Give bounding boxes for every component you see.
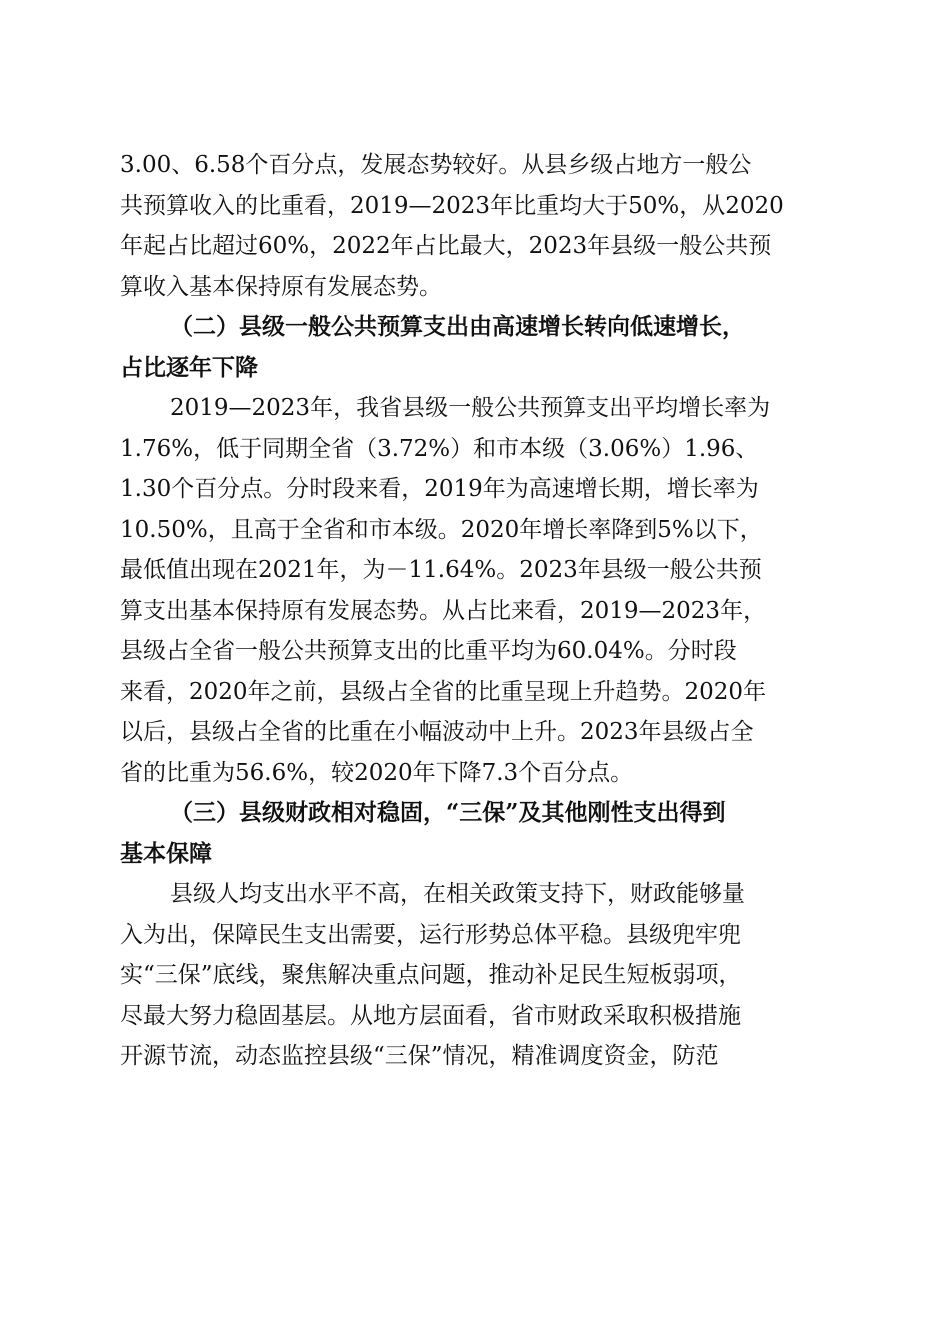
paragraph-line: 县级人均支出水平不高，在相关政策支持下，财政能够量 — [170, 881, 745, 907]
paragraph-line: 省的比重为56.6%，较2020年下降7.3个百分点。 — [120, 759, 634, 786]
paragraph-line: 入为出，保障民生支出需要，运行形势总体平稳。县级兜牢兜 — [120, 921, 741, 948]
paragraph-line: 共预算收入的比重看，2019—2023年比重均大于50%，从2020 — [120, 192, 784, 219]
paragraph-line: 2019—2023年，我省县级一般公共预算支出平均增长率为 — [170, 395, 771, 421]
paragraph-line: 算支出基本保持原有发展态势。从占比来看，2019—2023年， — [120, 597, 767, 624]
paragraph-line: 开源节流，动态监控县级“三保”情况，精准调度资金，防范 — [120, 1043, 719, 1069]
section-heading-3: （三）县级财政相对稳固，“三保”及其他刚性支出得到 — [170, 799, 726, 826]
section-heading-2: （二）县级一般公共预算支出由高速增长转向低速增长， — [170, 313, 745, 340]
paragraph-line: 尽最大努力稳固基层。从地方层面看，省市财政采取积极措施 — [120, 1002, 741, 1029]
paragraph-line: 1.30个百分点。分时段来看，2019年为高速增长期，增长率为 — [120, 476, 759, 502]
document-body — [120, 145, 830, 1077]
paragraph-line: 以后，县级占全省的比重在小幅波动中上升。2023年县级占全 — [120, 719, 754, 745]
paragraph-line: 3.00、6.58个百分点，发展态势较好。从县乡级占地方一般公 — [120, 152, 752, 178]
paragraph-line: 实“三保”底线，聚焦解决重点问题，推动补足民生短板弱项， — [120, 962, 742, 988]
paragraph-line: 最低值出现在2021年，为－11.64%。2023年县级一般公共预 — [120, 557, 762, 583]
section-heading-3-continued: 基本保障 — [120, 839, 212, 867]
paragraph-line: 1.76%，低于同期全省（3.72%）和市本级（3.06%）1.96、 — [120, 435, 759, 462]
section-heading-2-continued: 占比逐年下降 — [120, 353, 258, 381]
paragraph-line: 年起占比超过60%，2022年占比最大，2023年县级一般公共预 — [120, 233, 772, 259]
paragraph-line: 来看，2020年之前，县级占全省的比重呈现上升趋势。2020年 — [120, 678, 767, 705]
paragraph-line: 10.50%，且高于全省和市本级。2020年增长率降到5%以下， — [120, 516, 763, 543]
paragraph-line: 算收入基本保持原有发展态势。 — [120, 273, 442, 300]
paragraph-line: 县级占全省一般公共预算支出的比重平均为60.04%。分时段 — [120, 638, 737, 664]
